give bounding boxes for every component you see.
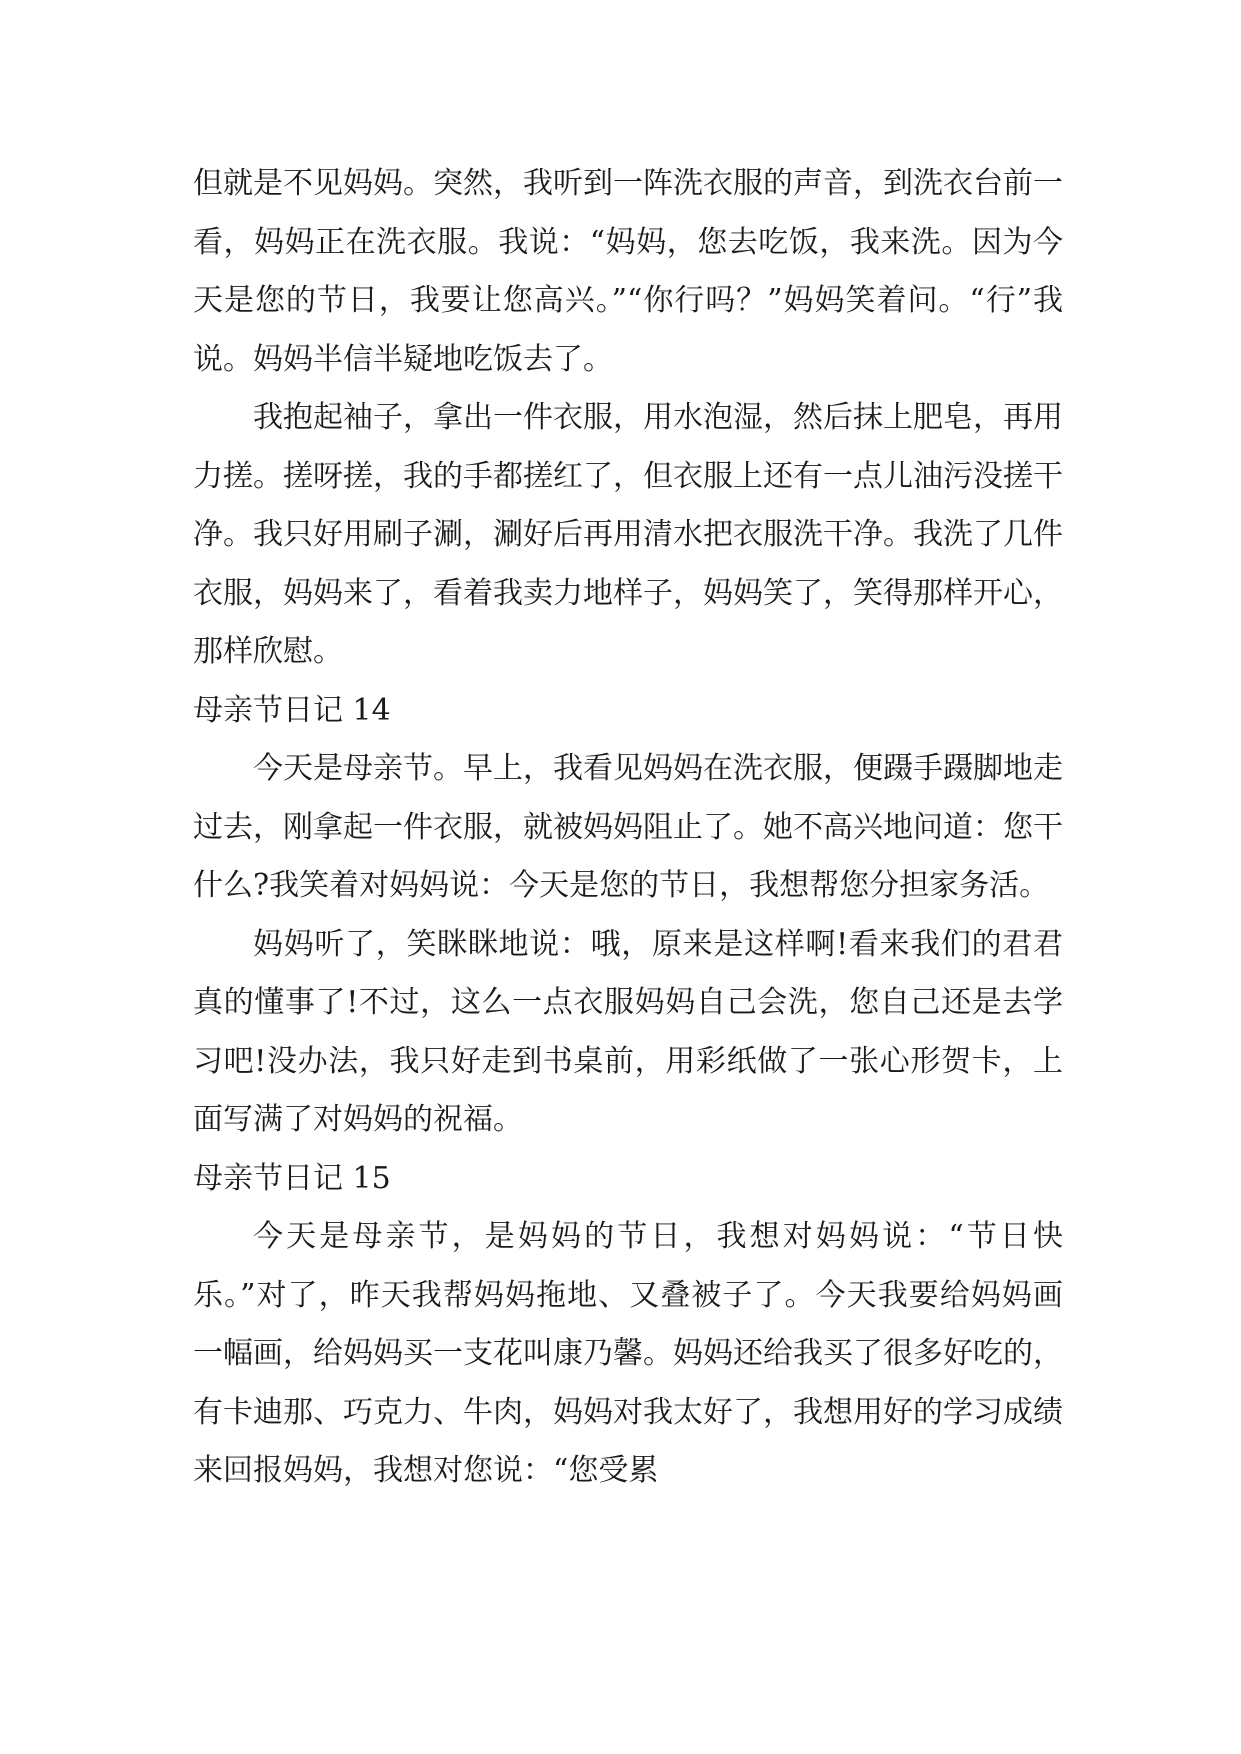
paragraph: 今天是母亲节，是妈妈的节日，我想对妈妈说：“节日快乐。”对了，昨天我帮妈妈拖地、又叠被子了。今天我要给妈妈画一幅画，给妈妈买一支花叫康乃馨。妈妈还给我买了很多好吃的，有卡迪那、巧克力、牛肉，妈妈对我太好了，我想用好的学习成绩来回报妈妈，我想对您说：“您受累 [193,1219,1063,1488]
paragraph: 我抱起袖子，拿出一件衣服，用水泡湿，然后抹上肥皂，再用力搓。搓呀搓，我的手都搓红了，但衣服上还有一点儿油污没搓干净。我只好用刷子涮，涮好后再用清水把衣服洗干净。我洗了几件衣服，妈妈来了，看着我卖力地样子，妈妈笑了，笑得那样开心，那样欣慰。 [193,400,1063,669]
paragraph: 但就是不见妈妈。突然，我听到一阵洗衣服的声音，到洗衣台前一看，妈妈正在洗衣服。我说：“妈妈，您去吃饭，我来洗。因为今天是您的节日，我要让您高兴。”“你行吗？”妈妈笑着问。“行”我说。妈妈半信半疑地吃饭去了。 [193,166,1063,377]
document-page [193,155,1063,1501]
section-heading: 母亲节日记 15 [193,1160,391,1196]
paragraph: 妈妈听了，笑眯眯地说：哦，原来是这样啊!看来我们的君君真的懂事了!不过，这么一点衣服妈妈自己会洗，您自己还是去学习吧!没办法，我只好走到书桌前，用彩纸做了一张心形贺卡，上面写满了对妈妈的祝福。 [193,926,1063,1137]
section-heading: 母亲节日记 14 [193,692,391,728]
paragraph: 今天是母亲节。早上，我看见妈妈在洗衣服，便蹑手蹑脚地走过去，刚拿起一件衣服，就被妈妈阻止了。她不高兴地问道：您干什么?我笑着对妈妈说：今天是您的节日，我想帮您分担家务活。 [193,751,1063,903]
